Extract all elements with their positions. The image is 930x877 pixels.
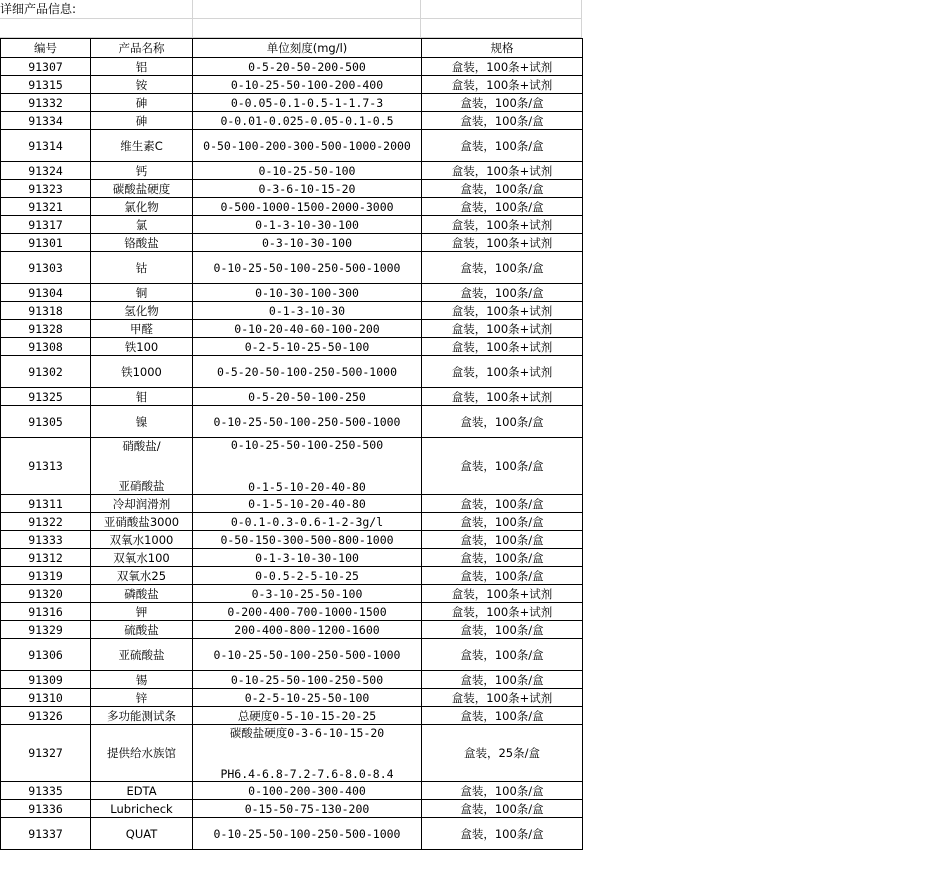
table-row bbox=[1, 495, 583, 513]
product-range: 0-10-30-100-300 bbox=[193, 284, 422, 302]
product-name: 锌 bbox=[91, 689, 193, 707]
table-row bbox=[1, 234, 583, 252]
product-code: 91314 bbox=[1, 130, 91, 162]
product-spec: 盒装，100条/盒 bbox=[422, 782, 583, 800]
product-name: 钙 bbox=[91, 162, 193, 180]
product-spec: 盒装，100条/盒 bbox=[422, 406, 583, 438]
table-row bbox=[1, 671, 583, 689]
product-code: 91321 bbox=[1, 198, 91, 216]
product-name: 硫酸盐 bbox=[91, 621, 193, 639]
product-name: 钴 bbox=[91, 252, 193, 284]
product-range-line: 碳酸盐硬度0-3-6-10-15-20 bbox=[229, 726, 385, 740]
product-code: 91332 bbox=[1, 94, 91, 112]
product-code: 91318 bbox=[1, 302, 91, 320]
product-spec: 盒装，100条/盒 bbox=[422, 800, 583, 818]
product-range: 0-2-5-10-25-50-100 bbox=[193, 338, 422, 356]
product-spec: 盒装，100条/盒 bbox=[422, 495, 583, 513]
product-code: 91312 bbox=[1, 549, 91, 567]
product-code: 91322 bbox=[1, 513, 91, 531]
product-range: 总硬度0-5-10-15-20-25 bbox=[193, 707, 422, 725]
product-code: 91302 bbox=[1, 356, 91, 388]
product-spec: 盒装，100条+试剂 bbox=[422, 585, 583, 603]
table-row bbox=[1, 162, 583, 180]
product-code: 91303 bbox=[1, 252, 91, 284]
product-range: 0-100-200-300-400 bbox=[193, 782, 422, 800]
product-name: 亚硫酸盐 bbox=[91, 639, 193, 671]
product-range: 0-3-6-10-15-20 bbox=[193, 180, 422, 198]
product-spec: 盒装，100条/盒 bbox=[422, 707, 583, 725]
product-spec: 盒装，100条+试剂 bbox=[422, 320, 583, 338]
table-row bbox=[1, 112, 583, 130]
product-name-lines bbox=[91, 438, 192, 494]
table-row bbox=[1, 549, 583, 567]
table-row bbox=[1, 603, 583, 621]
product-name: 氯 bbox=[91, 216, 193, 234]
product-name: 铵 bbox=[91, 76, 193, 94]
product-range: 0-10-20-40-60-100-200 bbox=[193, 320, 422, 338]
product-code: 91308 bbox=[1, 338, 91, 356]
product-spec: 盒装，100条+试剂 bbox=[422, 338, 583, 356]
product-range: 0-5-20-50-200-500 bbox=[193, 58, 422, 76]
table-row bbox=[1, 567, 583, 585]
table-row bbox=[1, 356, 583, 388]
product-code: 91323 bbox=[1, 180, 91, 198]
product-code: 91316 bbox=[1, 603, 91, 621]
product-code: 91334 bbox=[1, 112, 91, 130]
product-name: 双氧水1000 bbox=[91, 531, 193, 549]
product-spec: 盒装，100条/盒 bbox=[422, 549, 583, 567]
table-row bbox=[1, 406, 583, 438]
product-name: 氢化物 bbox=[91, 302, 193, 320]
product-spec: 盒装，100条/盒 bbox=[422, 180, 583, 198]
product-code: 91335 bbox=[1, 782, 91, 800]
product-range: 0-1-3-10-30-100 bbox=[193, 216, 422, 234]
product-name: 提供给水族馆 bbox=[91, 725, 193, 782]
product-spec: 盒装，100条/盒 bbox=[422, 639, 583, 671]
product-spec: 盒装，100条/盒 bbox=[422, 513, 583, 531]
product-spec: 盒装，100条/盒 bbox=[422, 198, 583, 216]
product-code: 91301 bbox=[1, 234, 91, 252]
table-row bbox=[1, 216, 583, 234]
product-spec: 盒装，100条+试剂 bbox=[422, 356, 583, 388]
table-row bbox=[1, 585, 583, 603]
product-code: 91320 bbox=[1, 585, 91, 603]
product-name: 铁1000 bbox=[91, 356, 193, 388]
table-row bbox=[1, 252, 583, 284]
table-row bbox=[1, 284, 583, 302]
product-range: 0-0.5-2-5-10-25 bbox=[193, 567, 422, 585]
header-code: 编号 bbox=[1, 39, 91, 58]
table-row bbox=[1, 513, 583, 531]
product-name: 钾 bbox=[91, 603, 193, 621]
product-spec: 盒装，100条/盒 bbox=[422, 818, 583, 850]
product-range: 0-10-25-50-100-250-500 bbox=[193, 671, 422, 689]
product-spec: 盒装，100条/盒 bbox=[422, 438, 583, 495]
table-row bbox=[1, 94, 583, 112]
product-spec: 盒装，100条+试剂 bbox=[422, 76, 583, 94]
product-name: 铬酸盐 bbox=[91, 234, 193, 252]
product-spec: 盒装，100条/盒 bbox=[422, 567, 583, 585]
product-code: 91304 bbox=[1, 284, 91, 302]
product-spec: 盒装，100条+试剂 bbox=[422, 689, 583, 707]
product-name: 双氧水25 bbox=[91, 567, 193, 585]
product-name: 砷 bbox=[91, 112, 193, 130]
product-spec: 盒装，100条+试剂 bbox=[422, 234, 583, 252]
product-name: 铁100 bbox=[91, 338, 193, 356]
product-range: 0-5-20-50-100-250-500-1000 bbox=[193, 356, 422, 388]
product-code: 91329 bbox=[1, 621, 91, 639]
product-range-lines bbox=[193, 438, 421, 494]
product-range bbox=[193, 725, 422, 782]
product-spec: 盒装，100条/盒 bbox=[422, 621, 583, 639]
product-range: 0-2-5-10-25-50-100 bbox=[193, 689, 422, 707]
product-spec: 盒装，100条/盒 bbox=[422, 94, 583, 112]
table-row bbox=[1, 818, 583, 850]
table-row bbox=[1, 707, 583, 725]
product-range: 0-10-25-50-100 bbox=[193, 162, 422, 180]
table-row bbox=[1, 621, 583, 639]
table-row bbox=[1, 180, 583, 198]
product-name: Lubricheck bbox=[91, 800, 193, 818]
product-range: 0-15-50-75-130-200 bbox=[193, 800, 422, 818]
product-range: 0-10-25-50-100-250-500-1000 bbox=[193, 818, 422, 850]
table-row bbox=[1, 76, 583, 94]
product-spec: 盒装，100条/盒 bbox=[422, 252, 583, 284]
product-spec: 盒装，100条+试剂 bbox=[422, 302, 583, 320]
product-range: 0-50-150-300-500-800-1000 bbox=[193, 531, 422, 549]
table-row bbox=[1, 438, 583, 495]
product-range-line: 0-10-25-50-100-250-500 bbox=[230, 438, 384, 452]
product-range: 0-1-5-10-20-40-80 bbox=[193, 495, 422, 513]
product-name: 氯化物 bbox=[91, 198, 193, 216]
product-name: EDTA bbox=[91, 782, 193, 800]
product-range: 0-0.01-0.025-0.05-0.1-0.5 bbox=[193, 112, 422, 130]
product-range: 0-1-3-10-30 bbox=[193, 302, 422, 320]
product-table bbox=[0, 38, 583, 850]
product-name: 维生素C bbox=[91, 130, 193, 162]
product-code: 91336 bbox=[1, 800, 91, 818]
product-name: 甲醛 bbox=[91, 320, 193, 338]
table-row bbox=[1, 388, 583, 406]
product-range: 0-10-25-50-100-250-500-1000 bbox=[193, 406, 422, 438]
product-name-line: 硝酸盐/ bbox=[122, 439, 161, 453]
table-row bbox=[1, 198, 583, 216]
product-range-line: PH6.4-6.8-7.2-7.6-8.0-8.4 bbox=[220, 767, 394, 781]
product-spec: 盒装，100条+试剂 bbox=[422, 216, 583, 234]
header-name: 产品名称 bbox=[91, 39, 193, 58]
product-name: 砷 bbox=[91, 94, 193, 112]
product-range-line: 0-1-5-10-20-40-80 bbox=[248, 480, 366, 494]
product-code: 91327 bbox=[1, 725, 91, 782]
product-code: 91319 bbox=[1, 567, 91, 585]
product-spec: 盒装，100条/盒 bbox=[422, 112, 583, 130]
product-code: 91306 bbox=[1, 639, 91, 671]
product-code: 91315 bbox=[1, 76, 91, 94]
table-row bbox=[1, 130, 583, 162]
product-name: 双氧水100 bbox=[91, 549, 193, 567]
table-row bbox=[1, 58, 583, 76]
table-row bbox=[1, 725, 583, 782]
product-name: 亚硝酸盐3000 bbox=[91, 513, 193, 531]
table-header-row bbox=[1, 39, 583, 58]
product-code: 91333 bbox=[1, 531, 91, 549]
product-range: 0-500-1000-1500-2000-3000 bbox=[193, 198, 422, 216]
product-spec: 盒装，100条+试剂 bbox=[422, 603, 583, 621]
product-name: 多功能测试条 bbox=[91, 707, 193, 725]
table-row bbox=[1, 689, 583, 707]
product-name: 铝 bbox=[91, 58, 193, 76]
product-range: 0-200-400-700-1000-1500 bbox=[193, 603, 422, 621]
product-code: 91310 bbox=[1, 689, 91, 707]
product-code: 91307 bbox=[1, 58, 91, 76]
product-name: 碳酸盐硬度 bbox=[91, 180, 193, 198]
table-row bbox=[1, 320, 583, 338]
table-row bbox=[1, 639, 583, 671]
product-name: 锡 bbox=[91, 671, 193, 689]
product-spec: 盒装，100条/盒 bbox=[422, 671, 583, 689]
product-name: 冷却润滑剂 bbox=[91, 495, 193, 513]
product-range: 0-3-10-25-50-100 bbox=[193, 585, 422, 603]
product-code: 91305 bbox=[1, 406, 91, 438]
table-row bbox=[1, 800, 583, 818]
product-range: 0-10-25-50-100-250-500-1000 bbox=[193, 252, 422, 284]
product-code: 91337 bbox=[1, 818, 91, 850]
product-spec: 盒装，100条/盒 bbox=[422, 284, 583, 302]
product-spec: 盒装，100条+试剂 bbox=[422, 162, 583, 180]
product-range: 0-0.05-0.1-0.5-1-1.7-3 bbox=[193, 94, 422, 112]
product-range: 0-50-100-200-300-500-1000-2000 bbox=[193, 130, 422, 162]
empty-grid-rows bbox=[0, 0, 582, 38]
product-code: 91325 bbox=[1, 388, 91, 406]
table-row bbox=[1, 782, 583, 800]
product-range: 200-400-800-1200-1600 bbox=[193, 621, 422, 639]
header-range: 单位刻度(mg/l) bbox=[193, 39, 422, 58]
product-name: 镍 bbox=[91, 406, 193, 438]
page-title: 详细产品信息: bbox=[0, 2, 77, 16]
product-range: 0-5-20-50-100-250 bbox=[193, 388, 422, 406]
product-range: 0-3-10-30-100 bbox=[193, 234, 422, 252]
table-row bbox=[1, 302, 583, 320]
product-code: 91311 bbox=[1, 495, 91, 513]
product-range: 0-1-3-10-30-100 bbox=[193, 549, 422, 567]
product-name-line: 亚硝酸盐 bbox=[118, 479, 165, 493]
product-range: 0-10-25-50-100-250-500-1000 bbox=[193, 639, 422, 671]
product-code: 91313 bbox=[1, 438, 91, 495]
product-name: 钼 bbox=[91, 388, 193, 406]
product-range-lines bbox=[193, 725, 421, 781]
product-name: 铜 bbox=[91, 284, 193, 302]
product-spec: 盒装，25条/盒 bbox=[422, 725, 583, 782]
product-code: 91324 bbox=[1, 162, 91, 180]
product-code: 91317 bbox=[1, 216, 91, 234]
product-name bbox=[91, 438, 193, 495]
product-spec: 盒装，100条+试剂 bbox=[422, 388, 583, 406]
product-spec: 盒装，100条+试剂 bbox=[422, 58, 583, 76]
product-range: 0-0.1-0.3-0.6-1-2-3g/l bbox=[193, 513, 422, 531]
header-spec: 规格 bbox=[422, 39, 583, 58]
table-row bbox=[1, 531, 583, 549]
product-range: 0-10-25-50-100-200-400 bbox=[193, 76, 422, 94]
product-name: QUAT bbox=[91, 818, 193, 850]
product-name: 磷酸盐 bbox=[91, 585, 193, 603]
product-code: 91309 bbox=[1, 671, 91, 689]
product-code: 91328 bbox=[1, 320, 91, 338]
product-range bbox=[193, 438, 422, 495]
product-spec: 盒装，100条/盒 bbox=[422, 531, 583, 549]
table-row bbox=[1, 338, 583, 356]
product-code: 91326 bbox=[1, 707, 91, 725]
product-spec: 盒装，100条/盒 bbox=[422, 130, 583, 162]
